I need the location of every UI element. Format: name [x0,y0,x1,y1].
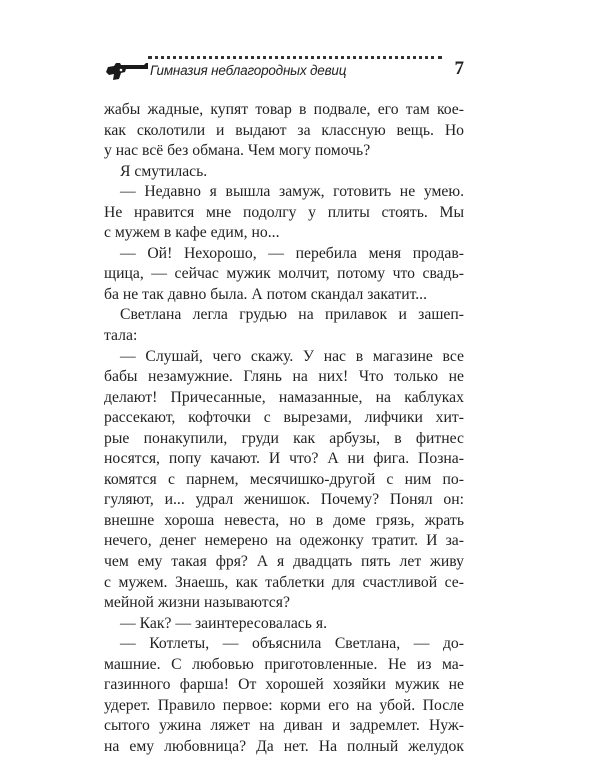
text-line: газинного фарша! От хорошей хозяйки мужик не [104,676,464,694]
text-line: удерет. Правило первое: корми его на убой. После [104,696,464,714]
text-line: бабы незамужние. Глянь на них! Что только не [104,368,464,386]
text-line: Не нравится мне подолгу у плиты стоять. Мы [104,203,464,221]
text-line: чем ему такая фря? А я двадцать пять лет живу [104,553,464,571]
text-line: Я смутилась. [120,162,208,180]
text-line: рассекают, кофточки с вырезами, лифчики хит- [104,409,464,427]
text-line: — Как? — заинтересовалась я. [120,614,327,632]
text-line: нечего, денег немерено на одежонку тратит. И за- [104,532,464,550]
text-line: — Слушай, чего скажу. У нас в магазине все [120,347,464,365]
text-line: внешне хороша невеста, но в доме грязь, жрать [104,511,464,529]
revolver-icon [104,58,150,82]
text-line: щица, — сейчас мужик молчит, потому что свадь- [104,265,464,283]
running-title: Гимназия неблагородных девиц [150,63,347,78]
text-line: как сколотили и выдают за классную вещь. Но [104,121,464,139]
text-line: Светлана легла грудью на прилавок и зашеп- [120,306,464,324]
text-line: — Котлеты, — объяснила Светлана, — до- [120,635,464,653]
text-line: на ему любовница? Да нет. На полный желудок [104,737,464,755]
text-line: ба не так давно была. А потом скандал закатит... [104,285,428,303]
text-line: тала: [104,327,138,345]
text-line: — Ой! Нехорошо, — перебила меня продав- [120,244,464,262]
text-line: с мужем в кафе едим, но... [104,224,280,242]
running-header [104,56,464,86]
text-line: носятся, попу качают. И что? А ни фига. Позна- [104,450,464,468]
header-dotted-rule [148,56,442,63]
body-text [104,100,464,758]
text-line: комятся с парнем, месячишко-другой с ним по- [104,470,464,488]
text-line: у нас всё без обмана. Чем могу помочь? [104,142,371,160]
page-number: 7 [454,58,464,79]
text-line: делают! Причесанные, намазанные, на каблуках [104,388,464,406]
text-line: рые понакупили, груди как арбузы, в фитнес [104,429,464,447]
text-line: сытого ужина ляжет на диван и задремлет. Нуж- [104,717,464,735]
text-line: жабы жадные, купят товар в подвале, его там кое- [104,101,464,118]
text-line: — Недавно я вышла замуж, готовить не умею. [120,183,464,201]
text-line: мейной жизни называются? [104,594,290,612]
text-line: гуляют, и... удрал женишок. Почему? Понял он: [104,491,464,509]
text-line: с мужем. Знаешь, как таблетки для счастливой се- [104,573,464,591]
text-line: машние. С любовью приготовленные. Не из ма- [104,655,464,673]
